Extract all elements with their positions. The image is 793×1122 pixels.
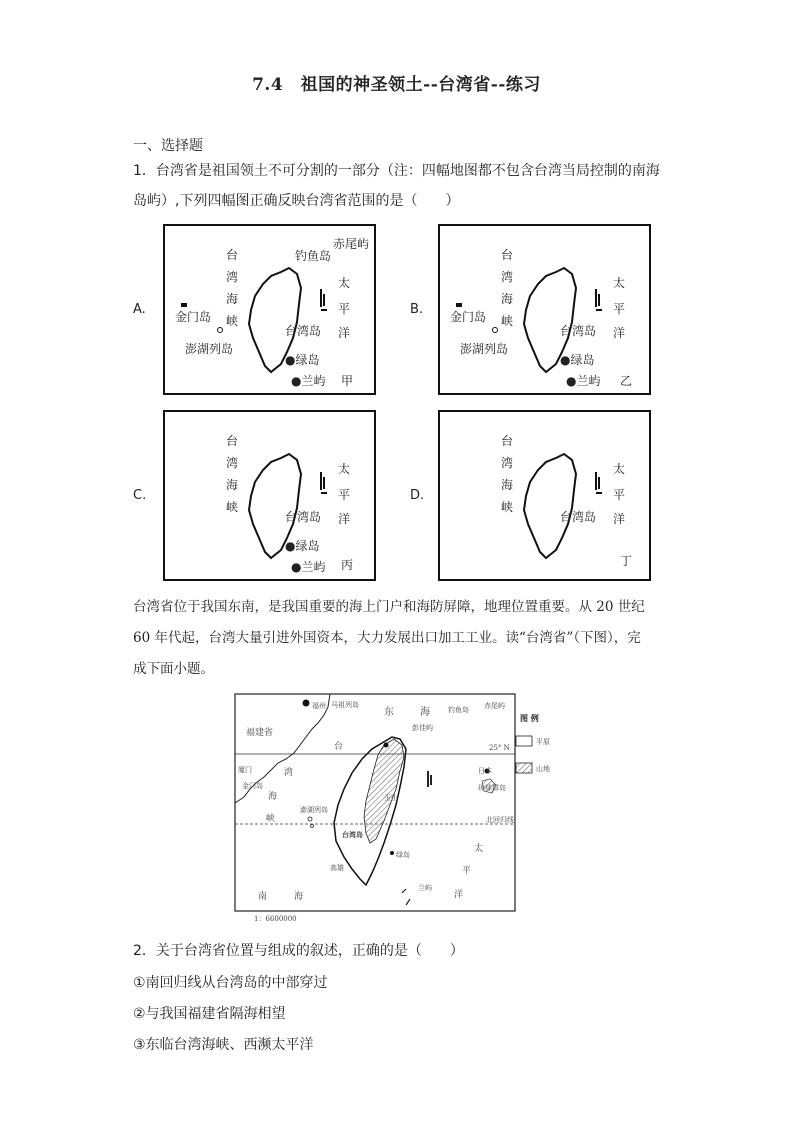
japan-label: 日本: [478, 767, 492, 775]
strait-char-3: 海: [225, 478, 238, 492]
pacific-char-3: 洋: [337, 326, 350, 340]
jinmen-label: 金门岛: [175, 310, 212, 324]
strait-char-2: 湾: [225, 270, 238, 284]
penghu-label: 澎湖列岛: [460, 342, 509, 356]
strait-char-4: 峡: [500, 314, 513, 328]
strait-char-tai: 台: [334, 742, 344, 752]
map-tag-a: 甲: [341, 374, 354, 388]
question-2-option-3[interactable]: ③东临台湾海峡、西濒太平洋: [133, 1037, 314, 1053]
taiwan-island-label: 台湾岛: [560, 510, 597, 524]
passage-line-2: 60 年代起，台湾大量引进外国资本，大力发展出口加工工业。读“台湾省”（下图），完: [133, 630, 641, 646]
taiwan-detail-label: 台湾岛: [342, 830, 363, 839]
strait-char-3: 海: [500, 478, 513, 492]
strait-char-1: 台: [225, 434, 238, 448]
jinmen-label: 金门岛: [450, 310, 487, 324]
taiwan-island-label: 台湾岛: [560, 324, 597, 338]
lvdao-label: ●绿岛: [285, 539, 320, 553]
strait-char-2: 湾: [225, 456, 238, 470]
yushan-label: 玉山: [384, 794, 398, 802]
taiwan-detail-map-graphic: [234, 693, 560, 913]
pacific-char-1: 太: [612, 462, 625, 476]
diaoyu-detail-label: 钓鱼岛: [448, 706, 469, 714]
pacific-char-1: 太: [337, 276, 350, 290]
lat-25n-label: 25° N: [489, 744, 510, 752]
lanyu-label: ●兰屿: [291, 374, 326, 388]
lanyu-label: ●兰屿: [566, 374, 601, 388]
fuzhou-label: 福州: [312, 702, 326, 710]
strait-char-4: 峡: [225, 314, 238, 328]
passage-line-3: 成下面小题。: [133, 661, 214, 677]
penghu-detail-label: 澎湖列岛: [300, 806, 328, 814]
map-option-b[interactable]: [438, 224, 651, 395]
scale-label: 1：6600000: [254, 915, 297, 923]
map-option-c[interactable]: [163, 410, 376, 581]
strait-char-2: 湾: [500, 456, 513, 470]
strait-char-xia: 峡: [266, 814, 276, 824]
pacific-char-1: 太: [337, 462, 350, 476]
gaoxiong-label: 高雄: [330, 864, 344, 872]
pacific-char-yang: 洋: [454, 890, 464, 900]
south-sea-char-hai: 海: [294, 892, 304, 902]
strait-char-4: 峡: [500, 500, 513, 514]
pacific-char-ping: 平: [462, 866, 472, 876]
mazu-label: 马祖列岛: [331, 701, 359, 709]
south-sea-char-nan: 南: [258, 892, 268, 902]
strait-char-4: 峡: [225, 500, 238, 514]
taiwan-island-label: 台湾岛: [285, 324, 322, 338]
legend-mountain-label: 山地: [536, 765, 550, 773]
lanyu-detail-label: 兰屿: [418, 884, 432, 892]
map-tag-d: 丁: [620, 554, 633, 568]
chiwei-label: 赤尾屿: [333, 237, 370, 251]
ryukyu-label: 琉球群岛: [478, 784, 506, 792]
penghu-label: 澎湖列岛: [185, 342, 234, 356]
question-2-stem: 2．关于台湾省位置与组成的叙述，正确的是（ ）: [133, 943, 464, 959]
strait-char-2: 湾: [500, 270, 513, 284]
pacific-char-tai: 太: [474, 844, 484, 854]
pacific-char-3: 洋: [612, 512, 625, 526]
option-b-label[interactable]: B.: [410, 302, 424, 317]
taiwan-island-label: 台湾岛: [285, 510, 322, 524]
jinmen-detail-label: 金门岛: [242, 782, 263, 790]
page-title: 7.4 祖国的神圣领土--台湾省--练习: [252, 75, 541, 95]
diaoyu-label: 钓鱼岛: [295, 249, 332, 263]
pengjia-label: 彭佳屿: [412, 724, 433, 732]
option-a-label[interactable]: A.: [133, 302, 146, 317]
fujian-label: 福建省: [246, 728, 274, 738]
xiamen-label: 厦门: [238, 766, 252, 774]
strait-char-3: 海: [500, 292, 513, 306]
pacific-char-3: 洋: [337, 512, 350, 526]
pacific-char-2: 平: [337, 302, 350, 316]
lvdao-detail-label: 绿岛: [396, 851, 410, 859]
question-1-line-2: 岛屿）,下列四幅图正确反映台湾省范围的是（ ）: [133, 193, 460, 209]
pacific-char-2: 平: [337, 488, 350, 502]
map-tag-b: 乙: [620, 374, 633, 388]
pacific-char-3: 洋: [612, 326, 625, 340]
lvdao-label: ●绿岛: [560, 353, 595, 367]
map-tag-c: 丙: [341, 558, 354, 572]
question-2-option-2[interactable]: ②与我国福建省隔海相望: [133, 1006, 286, 1022]
map-option-d[interactable]: [438, 410, 651, 581]
pacific-char-2: 平: [612, 302, 625, 316]
option-c-label[interactable]: C.: [133, 488, 147, 503]
taiwan-province-map: [234, 693, 560, 923]
east-sea-char-1: 东: [384, 707, 394, 718]
chiwei-detail-label: 赤尾屿: [484, 702, 505, 710]
question-2-option-1[interactable]: ①南回归线从台湾岛的中部穿过: [133, 975, 328, 991]
strait-char-1: 台: [225, 248, 238, 262]
strait-char-1: 台: [500, 434, 513, 448]
strait-char-hai: 海: [268, 792, 278, 802]
lanyu-label: ●兰屿: [291, 560, 326, 574]
east-sea-char-2: 海: [420, 707, 430, 718]
passage-line-1: 台湾省位于我国东南，是我国重要的海上门户和海防屏障，地理位置重要。从 20 世纪: [133, 599, 645, 615]
strait-char-1: 台: [500, 248, 513, 262]
section-heading: 一、选择题: [133, 138, 203, 154]
tropic-label: 北回归线: [486, 816, 514, 824]
legend-plain-label: 平原: [536, 738, 550, 746]
option-d-label[interactable]: D.: [410, 488, 425, 503]
question-1-line-1: 1．台湾省是祖国领土不可分割的一部分（注：四幅地图都不包含台湾当局控制的南海: [133, 163, 660, 179]
pacific-char-1: 太: [612, 276, 625, 290]
strait-char-3: 海: [225, 292, 238, 306]
map-option-a[interactable]: [163, 224, 376, 395]
legend-title: 图 例: [520, 714, 539, 723]
pacific-char-2: 平: [612, 488, 625, 502]
strait-char-wan: 湾: [284, 768, 294, 778]
lvdao-label: ●绿岛: [285, 353, 320, 367]
